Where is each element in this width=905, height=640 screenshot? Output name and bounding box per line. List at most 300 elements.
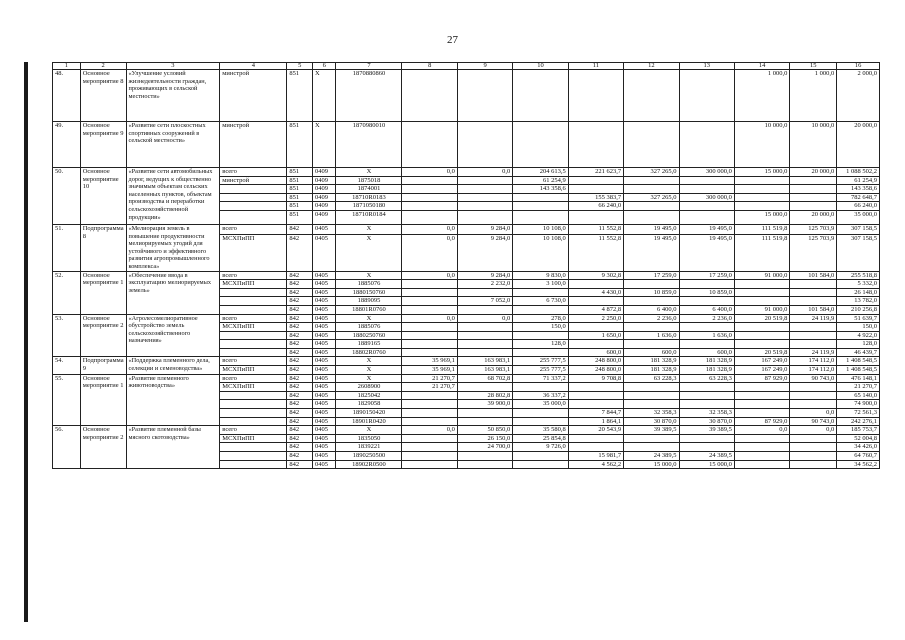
amount-cell: 255 777,5 — [513, 357, 568, 366]
executor-cell: МСХПиПП — [220, 280, 287, 289]
amount-cell: 35 969,1 — [402, 357, 457, 366]
section-code-cell: 0405 — [312, 400, 335, 409]
amount-cell — [402, 297, 457, 306]
grbs-code-cell: 851 — [287, 210, 313, 224]
amount-cell — [679, 297, 734, 306]
amount-cell — [790, 193, 837, 202]
amount-cell — [679, 70, 734, 122]
amount-cell — [734, 288, 789, 297]
amount-cell — [679, 210, 734, 224]
table-row — [53, 357, 880, 366]
table-row — [53, 224, 880, 234]
amount-cell: 1 636,0 — [624, 331, 679, 340]
amount-cell: 61 254,9 — [513, 176, 568, 185]
executor-cell: всего — [220, 271, 287, 280]
amount-cell: 1 000,0 — [790, 70, 837, 122]
amount-cell: 91 000,0 — [734, 305, 789, 314]
target-article-cell: X — [336, 357, 402, 366]
amount-cell — [402, 417, 457, 426]
amount-cell — [513, 383, 568, 392]
target-article-cell: 18902R0500 — [336, 460, 402, 469]
section-code-cell: 0405 — [312, 434, 335, 443]
page-number: 27 — [447, 34, 458, 46]
column-number: 7 — [336, 63, 402, 70]
executor-cell — [220, 348, 287, 357]
column-number: 3 — [126, 63, 220, 70]
amount-cell — [568, 434, 623, 443]
amount-cell: 52 004,8 — [837, 434, 880, 443]
amount-cell: 19 495,0 — [624, 224, 679, 234]
target-article-cell: 1880250760 — [336, 331, 402, 340]
amount-cell — [568, 340, 623, 349]
amount-cell — [790, 202, 837, 211]
program-name: «Обеспечение ввода в эксплуатацию мелиорируемых земель» — [126, 271, 220, 314]
program-name: «Улучшение условий жизнедеятельности граждан, проживающих в сельской местности» — [126, 70, 220, 122]
amount-cell — [402, 280, 457, 289]
amount-cell — [790, 443, 837, 452]
amount-cell: 24 700,0 — [457, 443, 512, 452]
amount-cell — [568, 400, 623, 409]
amount-cell: 0,0 — [402, 224, 457, 234]
amount-cell: 26 148,0 — [837, 288, 880, 297]
target-article-cell: 18710R0183 — [336, 193, 402, 202]
amount-cell: 3 100,0 — [513, 280, 568, 289]
amount-cell: 300 000,0 — [679, 168, 734, 177]
amount-cell: 1 408 548,5 — [837, 366, 880, 375]
executor-cell: МСХПиПП — [220, 235, 287, 271]
amount-cell: 17 259,0 — [679, 271, 734, 280]
amount-cell: 174 112,0 — [790, 357, 837, 366]
section-code-cell: 0405 — [312, 235, 335, 271]
grbs-code-cell: 842 — [287, 452, 313, 461]
grbs-code-cell: 842 — [287, 297, 313, 306]
row-number: 50. — [53, 168, 81, 225]
column-number: 14 — [734, 63, 789, 70]
amount-cell: 25 854,8 — [513, 434, 568, 443]
program-type: Основное мероприятие 1 — [80, 271, 126, 314]
amount-cell — [457, 70, 512, 122]
amount-cell: 111 519,8 — [734, 235, 789, 271]
amount-cell — [568, 176, 623, 185]
amount-cell: 35 969,1 — [402, 366, 457, 375]
table-row — [53, 374, 880, 383]
amount-cell — [568, 70, 623, 122]
amount-cell: 327 265,0 — [624, 168, 679, 177]
row-number: 56. — [53, 426, 81, 469]
amount-cell: 15 000,0 — [734, 168, 789, 177]
section-code-cell: 0405 — [312, 443, 335, 452]
section-code-cell: 0405 — [312, 305, 335, 314]
amount-cell: 10 859,0 — [679, 288, 734, 297]
section-code-cell: 0405 — [312, 374, 335, 383]
amount-cell: 63 228,3 — [679, 374, 734, 383]
amount-cell: 0,0 — [457, 168, 512, 177]
amount-cell: 6 730,0 — [513, 297, 568, 306]
amount-cell: 21 270,7 — [402, 374, 457, 383]
grbs-code-cell: 842 — [287, 271, 313, 280]
amount-cell — [790, 434, 837, 443]
amount-cell: 87 929,0 — [734, 374, 789, 383]
executor-cell — [220, 210, 287, 224]
amount-cell: 248 800,0 — [568, 366, 623, 375]
executor-cell — [220, 331, 287, 340]
amount-cell — [734, 176, 789, 185]
amount-cell: 0,0 — [790, 409, 837, 418]
amount-cell: 10 108,0 — [513, 235, 568, 271]
target-article-cell: 1889095 — [336, 297, 402, 306]
amount-cell — [513, 70, 568, 122]
amount-cell: 2 232,0 — [457, 280, 512, 289]
amount-cell: 9 830,0 — [513, 271, 568, 280]
target-article-cell: 1875018 — [336, 176, 402, 185]
amount-cell: 35 000,0 — [837, 210, 880, 224]
amount-cell: 9 708,8 — [568, 374, 623, 383]
section-code-cell: 0405 — [312, 460, 335, 469]
amount-cell — [402, 210, 457, 224]
amount-cell: 39 900,0 — [457, 400, 512, 409]
amount-cell: 210 256,8 — [837, 305, 880, 314]
amount-cell — [679, 280, 734, 289]
row-number: 49. — [53, 122, 81, 168]
amount-cell: 21 270,7 — [402, 383, 457, 392]
amount-cell — [624, 434, 679, 443]
target-article-cell: 1885076 — [336, 280, 402, 289]
amount-cell — [790, 452, 837, 461]
amount-cell — [624, 185, 679, 194]
target-article-cell: X — [336, 314, 402, 323]
amount-cell: 0,0 — [402, 426, 457, 435]
executor-cell: МСХПиПП — [220, 366, 287, 375]
target-article-cell: X — [336, 366, 402, 375]
amount-cell: 20 543,9 — [568, 426, 623, 435]
amount-cell: 128,0 — [513, 340, 568, 349]
executor-cell — [220, 185, 287, 194]
amount-cell — [734, 331, 789, 340]
target-article-cell: 18801R0760 — [336, 305, 402, 314]
executor-cell: минстрой — [220, 122, 287, 168]
section-code-cell: 0405 — [312, 417, 335, 426]
amount-cell: 9 284,0 — [457, 224, 512, 234]
amount-cell: 35 580,8 — [513, 426, 568, 435]
amount-cell: 26 150,0 — [457, 434, 512, 443]
amount-cell — [568, 323, 623, 332]
amount-cell — [734, 383, 789, 392]
budget-table — [52, 62, 880, 469]
section-code-cell: X — [312, 122, 335, 168]
amount-cell: 15 981,7 — [568, 452, 623, 461]
column-number: 16 — [837, 63, 880, 70]
section-code-cell: 0405 — [312, 426, 335, 435]
amount-cell: 64 760,7 — [837, 452, 880, 461]
column-number: 10 — [513, 63, 568, 70]
amount-cell: 278,0 — [513, 314, 568, 323]
table-body — [53, 63, 880, 469]
amount-cell: 600,0 — [679, 348, 734, 357]
target-article-cell: 1870880860 — [336, 70, 402, 122]
amount-cell — [457, 176, 512, 185]
amount-cell — [402, 70, 457, 122]
amount-cell — [790, 185, 837, 194]
amount-cell: 10 108,0 — [513, 224, 568, 234]
amount-cell — [457, 331, 512, 340]
table-row — [53, 122, 880, 168]
column-number-row — [53, 63, 880, 70]
amount-cell: 20 519,8 — [734, 348, 789, 357]
amount-cell — [624, 202, 679, 211]
section-code-cell: 0405 — [312, 323, 335, 332]
target-article-cell: 1839221 — [336, 443, 402, 452]
target-article-cell: X — [336, 426, 402, 435]
amount-cell: 9 726,0 — [513, 443, 568, 452]
amount-cell: 300 000,0 — [679, 193, 734, 202]
amount-cell: 15 000,0 — [734, 210, 789, 224]
amount-cell — [513, 193, 568, 202]
left-margin-bar — [24, 62, 28, 622]
amount-cell — [513, 305, 568, 314]
row-number: 54. — [53, 357, 81, 374]
program-name: «Агролесомелиоративное обустройство земель сельскохозяйственного назначения» — [126, 314, 220, 357]
row-number: 55. — [53, 374, 81, 426]
amount-cell: 91 000,0 — [734, 271, 789, 280]
amount-cell: 242 276,1 — [837, 417, 880, 426]
amount-cell — [402, 323, 457, 332]
amount-cell — [790, 383, 837, 392]
grbs-code-cell: 851 — [287, 168, 313, 177]
amount-cell — [790, 400, 837, 409]
amount-cell: 10 000,0 — [734, 122, 789, 168]
amount-cell — [679, 323, 734, 332]
program-type: Основное мероприятие 2 — [80, 426, 126, 469]
amount-cell: 1 088 502,2 — [837, 168, 880, 177]
amount-cell — [457, 348, 512, 357]
executor-cell: всего — [220, 357, 287, 366]
target-article-cell: 1829058 — [336, 400, 402, 409]
executor-cell: всего — [220, 224, 287, 234]
target-article-cell: 1889165 — [336, 340, 402, 349]
amount-cell — [568, 210, 623, 224]
amount-cell — [790, 460, 837, 469]
amount-cell — [790, 288, 837, 297]
grbs-code-cell: 851 — [287, 202, 313, 211]
amount-cell: 125 703,9 — [790, 235, 837, 271]
target-article-cell: 1890150420 — [336, 409, 402, 418]
amount-cell — [679, 340, 734, 349]
grbs-code-cell: 842 — [287, 288, 313, 297]
amount-cell — [624, 280, 679, 289]
amount-cell — [402, 193, 457, 202]
target-article-cell: 1874001 — [336, 185, 402, 194]
grbs-code-cell: 842 — [287, 426, 313, 435]
executor-cell: МСХПиПП — [220, 323, 287, 332]
amount-cell — [679, 383, 734, 392]
grbs-code-cell: 842 — [287, 391, 313, 400]
amount-cell — [402, 348, 457, 357]
row-number: 51. — [53, 224, 81, 271]
amount-cell — [457, 417, 512, 426]
grbs-code-cell: 842 — [287, 417, 313, 426]
amount-cell: 128,0 — [837, 340, 880, 349]
amount-cell — [402, 176, 457, 185]
amount-cell: 63 228,3 — [624, 374, 679, 383]
table-row — [53, 426, 880, 435]
target-article-cell: 1835050 — [336, 434, 402, 443]
amount-cell — [457, 409, 512, 418]
amount-cell: 0,0 — [734, 426, 789, 435]
target-article-cell: 18901R0420 — [336, 417, 402, 426]
target-article-cell: X — [336, 374, 402, 383]
amount-cell: 1 864,1 — [568, 417, 623, 426]
amount-cell — [734, 323, 789, 332]
executor-cell: всего — [220, 374, 287, 383]
amount-cell: 248 800,0 — [568, 357, 623, 366]
amount-cell — [734, 443, 789, 452]
target-article-cell: 18802R0760 — [336, 348, 402, 357]
amount-cell: 101 584,0 — [790, 305, 837, 314]
grbs-code-cell: 842 — [287, 348, 313, 357]
section-code-cell: 0405 — [312, 357, 335, 366]
amount-cell — [402, 460, 457, 469]
grbs-code-cell: 842 — [287, 400, 313, 409]
section-code-cell: 0405 — [312, 348, 335, 357]
executor-cell — [220, 391, 287, 400]
program-type: Подпрограмма 9 — [80, 357, 126, 374]
amount-cell: 74 900,0 — [837, 400, 880, 409]
executor-cell: минстрой — [220, 70, 287, 122]
amount-cell: 32 358,3 — [624, 409, 679, 418]
program-type: Основное мероприятие 1 — [80, 374, 126, 426]
amount-cell — [457, 460, 512, 469]
grbs-code-cell: 842 — [287, 434, 313, 443]
amount-cell: 66 240,0 — [837, 202, 880, 211]
executor-cell: МСХПиПП — [220, 434, 287, 443]
amount-cell: 65 140,0 — [837, 391, 880, 400]
amount-cell — [624, 383, 679, 392]
amount-cell — [734, 391, 789, 400]
amount-cell — [734, 460, 789, 469]
amount-cell: 5 332,0 — [837, 280, 880, 289]
amount-cell: 90 743,0 — [790, 374, 837, 383]
amount-cell: 327 265,0 — [624, 193, 679, 202]
amount-cell: 24 389,5 — [679, 452, 734, 461]
amount-cell: 4 872,8 — [568, 305, 623, 314]
row-number: 53. — [53, 314, 81, 357]
executor-cell — [220, 193, 287, 202]
amount-cell: 150,0 — [513, 323, 568, 332]
amount-cell: 20 000,0 — [790, 210, 837, 224]
grbs-code-cell: 842 — [287, 366, 313, 375]
amount-cell: 72 561,3 — [837, 409, 880, 418]
table-row — [53, 314, 880, 323]
amount-cell — [734, 434, 789, 443]
target-article-cell: 1871050180 — [336, 202, 402, 211]
amount-cell: 50 850,0 — [457, 426, 512, 435]
amount-cell — [734, 340, 789, 349]
section-code-cell: 0409 — [312, 176, 335, 185]
amount-cell — [624, 323, 679, 332]
section-code-cell: 0405 — [312, 409, 335, 418]
amount-cell — [624, 70, 679, 122]
amount-cell: 2 000,0 — [837, 70, 880, 122]
amount-cell: 255 518,8 — [837, 271, 880, 280]
amount-cell: 2 236,0 — [624, 314, 679, 323]
executor-cell — [220, 417, 287, 426]
section-code-cell: 0405 — [312, 224, 335, 234]
amount-cell — [734, 202, 789, 211]
amount-cell: 255 777,5 — [513, 366, 568, 375]
amount-cell: 0,0 — [402, 314, 457, 323]
amount-cell — [734, 297, 789, 306]
executor-cell: МСХПиПП — [220, 383, 287, 392]
amount-cell — [513, 460, 568, 469]
program-type: Основное мероприятие 2 — [80, 314, 126, 357]
program-name: «Развитие племенной базы мясного скотоводства» — [126, 426, 220, 469]
grbs-code-cell: 842 — [287, 314, 313, 323]
amount-cell: 155 383,7 — [568, 193, 623, 202]
amount-cell: 143 358,6 — [513, 185, 568, 194]
amount-cell: 28 802,8 — [457, 391, 512, 400]
amount-cell — [457, 210, 512, 224]
grbs-code-cell: 842 — [287, 357, 313, 366]
table-row — [53, 271, 880, 280]
section-code-cell: 0405 — [312, 280, 335, 289]
grbs-code-cell: 851 — [287, 70, 313, 122]
amount-cell — [457, 323, 512, 332]
amount-cell: 0,0 — [402, 271, 457, 280]
grbs-code-cell: 842 — [287, 340, 313, 349]
amount-cell — [402, 340, 457, 349]
program-name: «Развитие племенного животноводства» — [126, 374, 220, 426]
amount-cell — [568, 297, 623, 306]
amount-cell: 7 052,0 — [457, 297, 512, 306]
amount-cell: 1 408 548,5 — [837, 357, 880, 366]
amount-cell: 10 859,0 — [624, 288, 679, 297]
amount-cell: 174 112,0 — [790, 366, 837, 375]
program-name: «Развитие сети плоскостных спортивных сооружений в сельской местности» — [126, 122, 220, 168]
amount-cell — [734, 193, 789, 202]
executor-cell — [220, 305, 287, 314]
amount-cell — [790, 280, 837, 289]
amount-cell: 30 870,0 — [624, 417, 679, 426]
amount-cell — [402, 202, 457, 211]
amount-cell: 24 119,9 — [790, 314, 837, 323]
target-article-cell: 18710R0184 — [336, 210, 402, 224]
column-number: 12 — [624, 63, 679, 70]
executor-cell — [220, 340, 287, 349]
executor-cell — [220, 452, 287, 461]
amount-cell — [568, 443, 623, 452]
grbs-code-cell: 842 — [287, 235, 313, 271]
program-type: Основное мероприятие 10 — [80, 168, 126, 225]
section-code-cell: 0409 — [312, 202, 335, 211]
column-number: 5 — [287, 63, 313, 70]
amount-cell — [790, 391, 837, 400]
amount-cell: 19 495,0 — [679, 235, 734, 271]
amount-cell — [568, 391, 623, 400]
amount-cell — [679, 202, 734, 211]
target-article-cell: 1870980010 — [336, 122, 402, 168]
grbs-code-cell: 851 — [287, 122, 313, 168]
amount-cell — [568, 185, 623, 194]
column-number: 9 — [457, 63, 512, 70]
section-code-cell: 0405 — [312, 297, 335, 306]
amount-cell — [624, 400, 679, 409]
amount-cell: 90 743,0 — [790, 417, 837, 426]
amount-cell: 167 249,0 — [734, 366, 789, 375]
program-type: Основное мероприятие 9 — [80, 122, 126, 168]
amount-cell: 32 358,3 — [679, 409, 734, 418]
amount-cell: 61 254,9 — [837, 176, 880, 185]
amount-cell — [679, 391, 734, 400]
